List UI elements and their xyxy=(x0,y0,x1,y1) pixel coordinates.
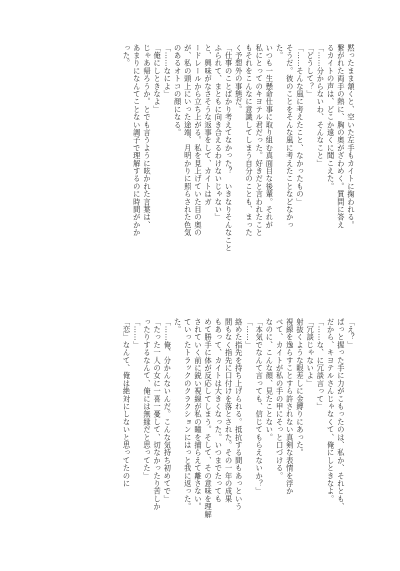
text-line: なのに、こんな顔、見たことない。 xyxy=(265,318,275,442)
text-line: 黙ったまま頷くと、空いた左手もカイトに掬われる。 xyxy=(347,44,356,229)
text-line: 私にとってのキヨテル君だった。好きだと言われたこと xyxy=(255,44,265,237)
text-line: 繋がれた両手の熱に、胸の奥がざわめく。質問に答え xyxy=(336,44,346,229)
lower-text-block xyxy=(121,318,356,518)
text-line: 「俺にしときなよ」 xyxy=(153,44,163,114)
text-line: ぱっと握った手に力がこもったのは、私か、それとも、 xyxy=(336,318,346,511)
text-line: が、私の頭上にいった途端、月明かりに照らされた色気 xyxy=(183,44,193,237)
text-line: 「……」 xyxy=(132,318,142,349)
text-line: 「どうして？」 xyxy=(306,44,316,98)
upper-text-block xyxy=(121,44,356,252)
text-line: めて勝手に体が反応してしまう。そして、その意味を理解 xyxy=(204,318,214,519)
text-line: た。 xyxy=(275,44,285,60)
text-line: ったりするなんて、俺には無縁だと思ってた」 xyxy=(142,318,152,480)
text-line: 「本気でなんて言っても、信じてもらえないか？」 xyxy=(255,318,265,496)
text-line: 「……な、に冗談言って」 xyxy=(316,318,326,411)
text-line: もそれをこんなに意識してしまう自分のことも、まった xyxy=(244,44,254,237)
text-line: 間もなく指先に口付けを落とされた。その一年の成果 xyxy=(224,318,234,503)
text-line: 「たった一人の女に一喜一憂して、切なかったり苦しか xyxy=(153,318,163,511)
text-line: そうだ。彼のことをそんな風に考えたことなどなかっ xyxy=(285,44,295,229)
text-line: 絡めた指先を持ち上げられる。抵抗する間もあっという xyxy=(234,318,244,511)
text-line: ードレールから立ち上がる。私を見上げていた目の奥の xyxy=(193,44,203,237)
text-line: べて、カイトが私の手の甲にそっと口づける。 xyxy=(275,318,285,480)
text-line: されていく前に鋭い視線が私の瞳を捕らえて離さない。 xyxy=(193,318,203,511)
text-line: いつも一生懸命仕事に取り組む真面目な後輩。それが xyxy=(265,44,275,229)
text-line: と、興味がなさそうな返事をして、カイトはガ xyxy=(204,44,214,206)
text-line: 「……そんな風に考えたこと、なかったもの」 xyxy=(295,44,305,206)
text-line: のあるオトコの顔になる。 xyxy=(173,44,183,137)
text-line: 視線を逸らすことすら許されない真剣な表情を浮か xyxy=(285,318,295,496)
text-line: 「……俺、分かんないんだ。こんな気持ち初めてで」 xyxy=(163,318,173,503)
text-line: 「……なによ」 xyxy=(163,44,173,98)
text-line: るカイトの声は、どこか遠くに聞こえた。 xyxy=(326,44,336,191)
text-line: 「……分からないわ、そんなこと」 xyxy=(316,44,326,168)
text-line: ていったトラックのクラクションにはっと我に返った。 xyxy=(183,318,193,511)
text-line: 「恋」なんて、俺は絶対にしないと思ってたのに xyxy=(122,318,132,488)
text-line: く予想外の事態だ。 xyxy=(234,44,244,114)
text-line: もあって、カイトは大きくなった。いつまでたっても xyxy=(214,318,224,503)
text-line: だから、キヨテルさんじゃなくて、俺にしときなよ。 xyxy=(326,318,336,503)
text-line: じゃあ帰ろうか。とでも言うように呟かれた言葉は、 xyxy=(142,44,152,229)
text-line: あまりになんてことない調子で理解するのに時間がかか xyxy=(132,44,142,237)
text-line: 「冗談じゃないよ」 xyxy=(306,318,316,388)
text-line: った。 xyxy=(122,44,132,68)
text-line: た。 xyxy=(173,318,183,334)
text-line: 「え？」 xyxy=(347,318,356,349)
text-line: 「仕事のことばかり考えてなかった？ いきなりそんなこと xyxy=(224,44,234,252)
text-line: ふられて、まともに向き合えるわけないじゃない」 xyxy=(214,44,224,222)
text-line: 射抜くような眼差しに金縛りにあった。 xyxy=(295,318,305,457)
text-line: 「……」 xyxy=(244,318,254,349)
